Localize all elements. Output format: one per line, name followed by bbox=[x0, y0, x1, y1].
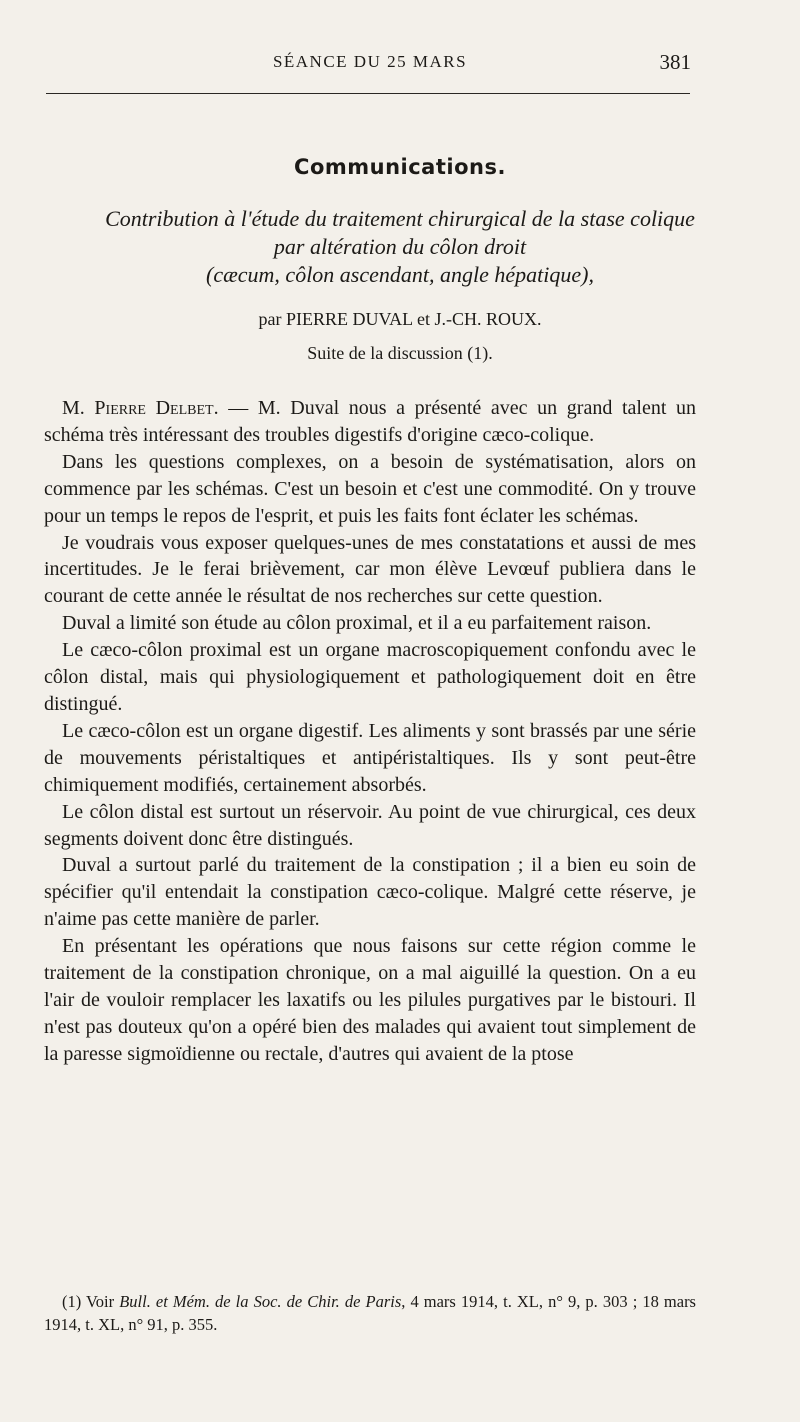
paragraph: En présentant les opérations que nous faisons sur cette région comme le traitement de la constipation chronique, on a mal aiguillé la question. On a eu l'air de vouloir remplacer les laxatifs ou les pilules purgatives par le bistouri. Il n'est pas douteux qu'on a opéré bien des malades qui avaient tout simplement de la paresse sigmoïdienne ou rectale, d'autres qui avaient de la ptose bbox=[44, 935, 696, 1065]
paragraph: Le cæco-côlon est un organe digestif. Les aliments y sont brassés par une série de mouvements péristaltiques et antipéristaltiques. Ils y sont peut-être chimiquement modifiés, certainement absorbés. bbox=[44, 719, 696, 796]
article-authors: par PIERRE DUVAL et J.-CH. ROUX. bbox=[258, 309, 542, 329]
running-title: SÉANCE DU 25 MARS bbox=[272, 52, 468, 71]
paragraph bbox=[44, 395, 696, 449]
header-rule bbox=[46, 93, 690, 94]
body-text bbox=[44, 395, 696, 1068]
page-number: 381 bbox=[659, 50, 691, 74]
footnote-marker: (1) Voir bbox=[62, 1292, 120, 1311]
paragraph: Duval a limité son étude au côlon proximal, et il a eu parfaitement raison. bbox=[62, 612, 652, 635]
paragraph: Duval a surtout parlé du traitement de la constipation ; il a bien eu soin de spécifier qu'il entendait la constipation cæco-colique. Malgré cette réserve, je n'aime pas cette manière de parler. bbox=[44, 854, 696, 931]
footnote bbox=[44, 1290, 696, 1336]
article-title-line: par altération du côlon droit bbox=[273, 234, 527, 259]
speaker-name: M. Pierre Delbet. bbox=[62, 397, 219, 419]
paragraph: Le cæco-côlon proximal est un organe macroscopiquement confondu avec le côlon distal, mais qui physiologiquement et pathologiquement doit en être distingué. bbox=[44, 639, 696, 715]
paragraph: Je voudrais vous exposer quelques-unes de mes constatations et aussi de mes incertitudes. Je le ferai brièvement, car mon élève Levœuf publiera dans le courant de cette année le résultat de nos recherches sur cette question. bbox=[44, 531, 696, 608]
article-title bbox=[30, 205, 770, 289]
footnote-journal: Bull. et Mém. de la Soc. de Chir. de Paris bbox=[119, 1292, 402, 1311]
running-head bbox=[45, 48, 695, 78]
article-title-line: Contribution à l'étude du traitement chirurgical de la stase colique bbox=[105, 206, 695, 231]
footnote-details: , 4 mars 1914, t. XL, n° 9, p. 303 ; 18 mars 1914, t. XL, n° 91, p. 355. bbox=[44, 1292, 696, 1334]
section-title: Communications. bbox=[294, 155, 506, 179]
discussion-continuation: Suite de la discussion (1). bbox=[307, 343, 493, 363]
article-title-line: (cæcum, côlon ascendant, angle hépatique), bbox=[206, 262, 594, 287]
paragraph-text: — M. Duval nous a présenté avec un grand talent un schéma très intéressant des troubles digestifs d'origine cæco-colique. bbox=[44, 397, 696, 446]
paragraph: Dans les questions complexes, on a besoin de systématisation, alors on commence par les schémas. C'est un besoin et c'est une commodité. On y trouve pour un temps le repos de l'esprit, et puis les faits font éclater les schémas. bbox=[44, 450, 696, 527]
paragraph: Le côlon distal est surtout un réservoir. Au point de vue chirurgical, ces deux segments doivent donc être distingués. bbox=[44, 800, 696, 850]
